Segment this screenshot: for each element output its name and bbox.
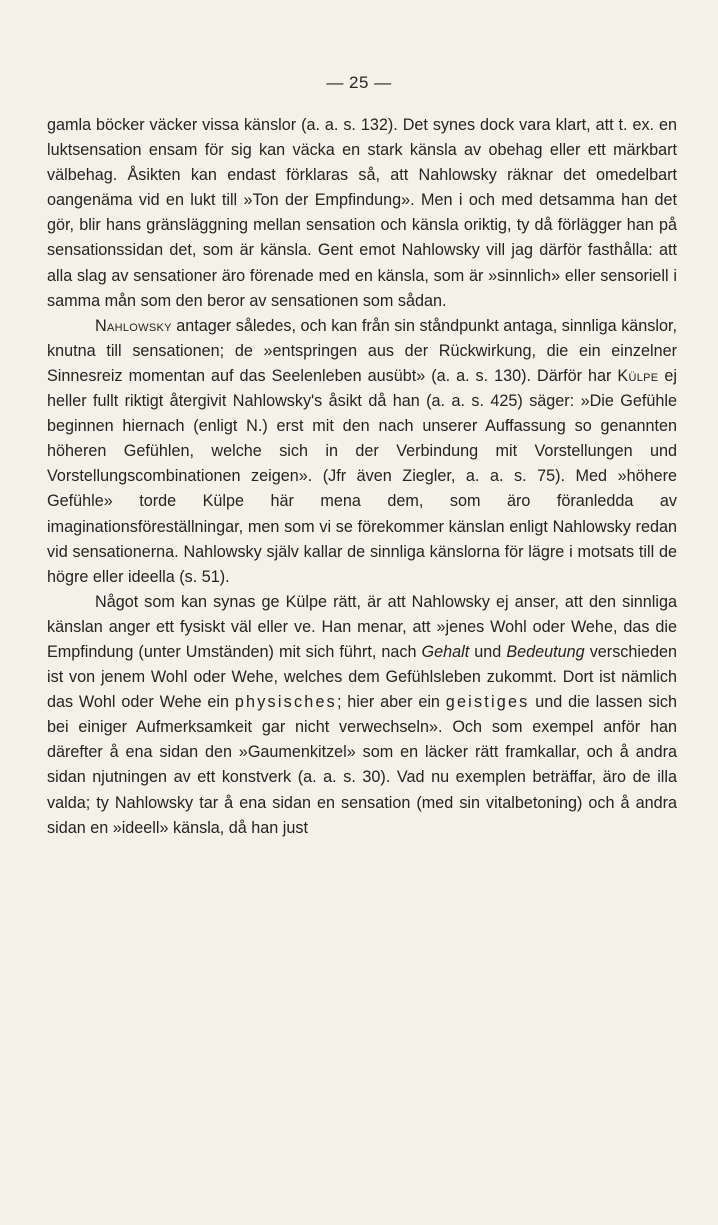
emphasis-text: Gehalt <box>421 642 470 661</box>
paragraph-3 <box>47 590 677 841</box>
text-run: Något som kan synas ge Külpe rätt, är att Nahlowsky ej anser, att den sinnliga känslan anger ett fysiskt väl eller ve. Han menar, att »jenes Wohl oder Wehe, das die Empfindung (unter Umständen) mit sich führt, nach <box>47 592 677 661</box>
text-run: ej heller fullt riktigt återgivit Nahlowsky's åsikt då han (a. a. s. 425) säger: »Die Gefühle beginnen hiernach (enligt N.) erst mit den nach unserer Auffassung so genannten höheren Gefühlen, welche sich in der Verbindung mit Vorstellungen und Vorstellungscombinationen zeigen». (Jfr även Ziegler, a. a. s. 75). Med »höhere Gefühle» torde Külpe här mena dem, som äro föranledda av imaginationsföreställningar, men som vi se förekommer känslan enligt Nahlowsky redan vid sensationerna. Nahlowsky själv kallar de sinnliga känslorna för lägre i motsats till de högre eller ideella (s. 51). <box>47 366 677 586</box>
author-name: Külpe <box>617 366 659 385</box>
text-run: und die lassen sich bei einiger Aufmerksamkeit gar nicht verwechseln». Och som exempel anför han därefter å ena sidan den »Gaumenkitzel» som en läcker rätt framkallar, och å andra sidan njutningen av ett konstverk (a. a. s. 30). Vad nu exemplen beträffar, äro de illa valda; ty Nahlowsky tar å ena sidan en sensation (med sin vitalbetoning) och å andra sidan en »ideell» känsla, då han just <box>47 693 677 837</box>
paragraph-1 <box>47 113 677 314</box>
spaced-emphasis-text: geistiges <box>445 693 530 712</box>
text-run: und <box>469 642 507 661</box>
spaced-emphasis-text: physisches <box>234 693 337 712</box>
author-name: Nahlowsky <box>95 316 172 335</box>
page-number: — 25 — <box>326 73 392 92</box>
body-text <box>47 113 677 841</box>
text-run: antager således, och kan från sin ståndpunkt antaga, sinnliga känslor, knutna till sensationen; de »entspringen aus der Rückwirkung, die ein einzelner Sinnesreiz momentan auf das Seelenleben ausübt» (a. a. s. 130). Därför har <box>47 316 677 385</box>
text-run: gamla böcker väcker vissa känslor (a. a. s. 132). Det synes dock vara klart, att t. ex. en luktsensation ensam för sig kan väcka en stark känsla av obehag eller ett märkbart välbehag. Åsikten kan endast förklaras så, att Nahlowsky räknar det omedelbart oangenäma vid en lukt till »Ton der Empfindung». Men i och med detsamma han det gör, blir hans gränsläggning mellan sensation och känsla oriktig, ty då förlägger han på sensationssidan det, som är känsla. Gent emot Nahlowsky vill jag därför fasthålla: att alla slag av sensationer äro förenade med en känsla, som är »sinnlich» eller sensoriell i samma mån som den beror av sensationen som sådan. <box>47 116 677 310</box>
text-run: ; hier aber ein <box>336 693 446 712</box>
text-run: verschieden ist von jenem Wohl oder Wehe, welches dem Gefühlsleben zukommt. Dort ist nämlich das Wohl oder Wehe ein <box>47 642 677 712</box>
emphasis-text: Bedeutung <box>506 642 585 661</box>
paragraph-2 <box>47 314 677 590</box>
